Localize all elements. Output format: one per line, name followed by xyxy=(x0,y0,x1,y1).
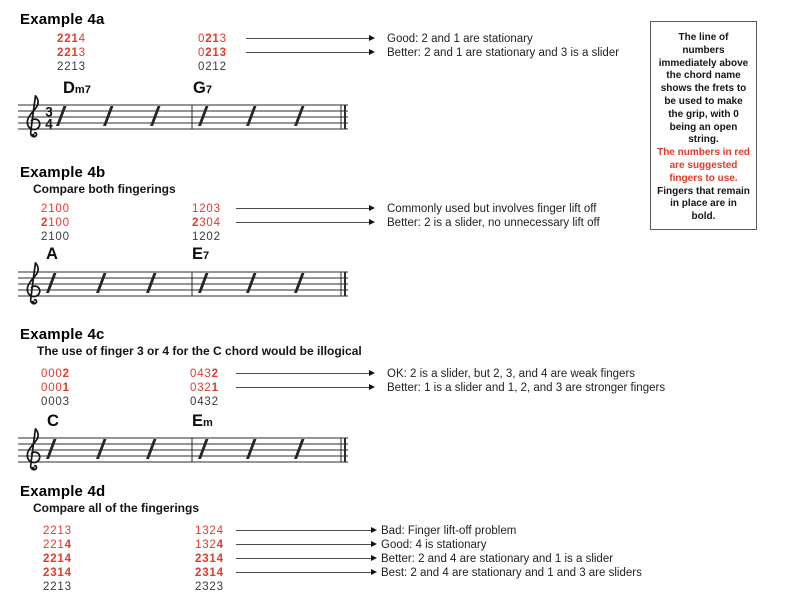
time-signature-bottom: 4 xyxy=(45,116,53,132)
note-text-bold-fingers: Fingers that remain in place are in bold. xyxy=(657,185,750,223)
chord-root: E xyxy=(192,412,204,430)
fret-numbers-chord2 xyxy=(198,61,227,73)
annotation-text: Best: 2 and 4 are stationary and 1 and 3 are sliders xyxy=(381,567,642,579)
digit: 1 xyxy=(195,539,203,551)
example-title: Example 4c xyxy=(20,326,105,343)
digit: 0 xyxy=(62,217,70,229)
digit: 1 xyxy=(192,203,200,215)
annotation-arrow xyxy=(236,544,371,545)
annotation-text: Better: 2 and 1 are stationary and 3 is a slider xyxy=(387,47,620,59)
digit: 1 xyxy=(57,539,65,551)
digit: 2 xyxy=(43,525,51,537)
fret-numbers-chord2 xyxy=(190,396,219,408)
treble-clef-icon xyxy=(27,96,39,137)
fingering-option-2-chord1 xyxy=(41,217,70,229)
digit: 0 xyxy=(55,382,63,394)
digit: 2 xyxy=(41,231,49,243)
digit: 2 xyxy=(211,396,219,408)
digit: 0 xyxy=(55,217,63,229)
digit: 3 xyxy=(78,47,86,59)
digit: 2 xyxy=(50,525,58,537)
sidebar-note-box xyxy=(650,21,757,230)
fret-numbers-chord2 xyxy=(195,581,224,593)
digit: 4 xyxy=(197,396,205,408)
arrow-head-icon xyxy=(369,205,375,211)
fingering-option-2-chord2 xyxy=(192,217,221,229)
digit: 1 xyxy=(62,382,70,394)
arrow-head-icon xyxy=(371,555,377,561)
example-title: Example 4b xyxy=(20,164,106,181)
fingering-option-2-chord2 xyxy=(190,382,219,394)
fingering-option-1-chord2 xyxy=(192,203,221,215)
fingering-option-4-chord2 xyxy=(195,567,224,579)
example-title: Example 4a xyxy=(20,11,105,28)
digit: 2 xyxy=(209,525,217,537)
chord-suffix: m xyxy=(203,417,213,429)
fingering-option-2-chord2 xyxy=(195,539,224,551)
digit: 3 xyxy=(202,553,210,565)
annotation-arrow xyxy=(236,373,369,374)
digit: 2 xyxy=(62,368,70,380)
annotation-arrow xyxy=(246,52,369,53)
digit: 1 xyxy=(48,231,56,243)
digit: 3 xyxy=(216,581,224,593)
digit: 3 xyxy=(197,382,205,394)
annotation-arrow xyxy=(236,530,371,531)
digit: 2 xyxy=(195,553,203,565)
digit: 2 xyxy=(64,33,72,45)
digit: 3 xyxy=(78,61,86,73)
annotation-text: Commonly used but involves finger lift off xyxy=(387,203,597,215)
digit: 4 xyxy=(197,368,205,380)
digit: 0 xyxy=(41,368,49,380)
fingering-option-2-chord1 xyxy=(41,382,70,394)
arrow-head-icon xyxy=(369,35,375,41)
chord-suffix: 7 xyxy=(203,250,210,262)
digit: 4 xyxy=(213,217,221,229)
digit: 2 xyxy=(50,581,58,593)
annotation-text: OK: 2 is a slider, but 2, 3, and 4 are weak fingers xyxy=(387,368,636,380)
digit: 3 xyxy=(202,539,210,551)
digit: 1 xyxy=(48,203,56,215)
digit: 0 xyxy=(190,382,198,394)
digit: 2 xyxy=(205,61,213,73)
digit: 2 xyxy=(43,567,51,579)
digit: 1 xyxy=(71,61,79,73)
digit: 0 xyxy=(206,231,214,243)
digit: 1 xyxy=(195,525,203,537)
annotation-text: Better: 2 and 4 are stationary and 1 is a slider xyxy=(381,553,614,565)
digit: 1 xyxy=(212,33,220,45)
digit: 1 xyxy=(57,525,65,537)
digit: 2 xyxy=(64,61,72,73)
annotation-text: Good: 4 is stationary xyxy=(381,539,487,551)
digit: 3 xyxy=(50,567,58,579)
digit: 0 xyxy=(198,47,206,59)
fingering-option-2-chord1 xyxy=(43,539,72,551)
digit: 3 xyxy=(202,581,210,593)
digit: 2 xyxy=(57,61,65,73)
digit: 1 xyxy=(212,61,220,73)
digit: 2 xyxy=(209,581,217,593)
digit: 2 xyxy=(199,231,207,243)
annotation-arrow xyxy=(236,208,369,209)
annotation-text: Bad: Finger lift-off problem xyxy=(381,525,517,537)
digit: 0 xyxy=(55,396,63,408)
digit: 2 xyxy=(43,553,51,565)
digit: 2 xyxy=(195,581,203,593)
chord-suffix: m7 xyxy=(74,84,91,96)
fingering-option-1-chord1 xyxy=(57,33,86,45)
digit: 1 xyxy=(71,47,79,59)
fingering-option-3-chord2 xyxy=(195,553,224,565)
fret-numbers-chord1 xyxy=(43,581,72,593)
digit: 1 xyxy=(209,567,217,579)
digit: 2 xyxy=(43,581,51,593)
note-text-red-fingers: The numbers in red are suggested fingers to use. xyxy=(657,147,750,184)
chord-root: C xyxy=(47,412,59,430)
digit: 4 xyxy=(216,553,224,565)
digit: 2 xyxy=(50,553,58,565)
digit: 1 xyxy=(192,231,200,243)
digit: 1 xyxy=(48,217,56,229)
digit: 0 xyxy=(55,231,63,243)
digit: 0 xyxy=(62,203,70,215)
time-signature-top: 3 xyxy=(45,104,53,120)
digit: 1 xyxy=(211,382,219,394)
chord-root: E xyxy=(192,245,204,263)
annotation-arrow xyxy=(236,572,371,573)
annotation-arrow xyxy=(236,387,369,388)
digit: 1 xyxy=(57,581,65,593)
digit: 4 xyxy=(216,525,224,537)
example-title: Example 4d xyxy=(20,483,106,500)
digit: 0 xyxy=(41,396,49,408)
digit: 3 xyxy=(64,525,72,537)
fret-numbers-chord2 xyxy=(192,231,221,243)
staff xyxy=(8,93,352,143)
fret-numbers-chord1 xyxy=(41,231,70,243)
fret-numbers-chord1 xyxy=(57,61,86,73)
digit: 0 xyxy=(206,203,214,215)
digit: 3 xyxy=(219,33,227,45)
digit: 3 xyxy=(204,368,212,380)
digit: 4 xyxy=(216,567,224,579)
annotation-text: Good: 2 and 1 are stationary xyxy=(387,33,533,45)
fingering-option-1-chord1 xyxy=(41,368,70,380)
fingering-option-1-chord1 xyxy=(43,525,72,537)
arrow-head-icon xyxy=(369,49,375,55)
digit: 0 xyxy=(198,61,206,73)
digit: 2 xyxy=(205,33,213,45)
annotation-arrow xyxy=(236,558,371,559)
note-text-frets: The line of numbers immediately above the chord name shows the frets to be used to make the grip, with 0 being an open string. xyxy=(658,32,749,146)
digit: 2 xyxy=(50,539,58,551)
digit: 3 xyxy=(199,217,207,229)
digit: 3 xyxy=(64,581,72,593)
chord-root: A xyxy=(46,245,58,263)
fingering-option-1-chord2 xyxy=(195,525,224,537)
example-subtitle: Compare both fingerings xyxy=(33,182,176,196)
annotation-arrow xyxy=(236,222,369,223)
digit: 2 xyxy=(192,217,200,229)
digit: 4 xyxy=(64,553,72,565)
annotation-arrow xyxy=(246,38,369,39)
digit: 0 xyxy=(55,203,63,215)
digit: 3 xyxy=(202,567,210,579)
fingering-option-2-chord2 xyxy=(198,47,227,59)
digit: 2 xyxy=(211,368,219,380)
digit: 1 xyxy=(209,553,217,565)
fingering-option-2-chord1 xyxy=(57,47,86,59)
arrow-head-icon xyxy=(371,541,377,547)
digit: 4 xyxy=(64,567,72,579)
digit: 3 xyxy=(204,396,212,408)
arrow-head-icon xyxy=(369,219,375,225)
digit: 0 xyxy=(48,396,56,408)
digit: 2 xyxy=(209,539,217,551)
digit: 1 xyxy=(57,567,65,579)
digit: 2 xyxy=(213,231,221,243)
treble-clef-icon xyxy=(27,263,39,304)
fingering-option-4-chord1 xyxy=(43,567,72,579)
digit: 0 xyxy=(198,33,206,45)
digit: 1 xyxy=(57,553,65,565)
fingering-option-3-chord1 xyxy=(43,553,72,565)
arrow-head-icon xyxy=(371,527,377,533)
digit: 0 xyxy=(190,368,198,380)
digit: 1 xyxy=(212,47,220,59)
digit: 4 xyxy=(78,33,86,45)
digit: 2 xyxy=(57,33,65,45)
digit: 3 xyxy=(202,525,210,537)
digit: 2 xyxy=(64,47,72,59)
staff xyxy=(8,260,352,310)
chord-root: G xyxy=(193,79,206,97)
digit: 2 xyxy=(219,61,227,73)
chord-root: D xyxy=(63,79,75,97)
arrow-head-icon xyxy=(369,384,375,390)
digit: 2 xyxy=(204,382,212,394)
fingering-option-1-chord1 xyxy=(41,203,70,215)
digit: 3 xyxy=(62,396,70,408)
digit: 3 xyxy=(219,47,227,59)
fingering-option-1-chord2 xyxy=(198,33,227,45)
digit: 0 xyxy=(206,217,214,229)
digit: 2 xyxy=(43,539,51,551)
digit: 1 xyxy=(71,33,79,45)
digit: 4 xyxy=(64,539,72,551)
digit: 0 xyxy=(190,396,198,408)
digit: 2 xyxy=(41,203,49,215)
example-subtitle: Compare all of the fingerings xyxy=(33,501,200,515)
chord-suffix: 7 xyxy=(205,84,212,96)
annotation-text: Better: 2 is a slider, no unnecessary lift off xyxy=(387,217,600,229)
staff xyxy=(8,426,352,476)
digit: 0 xyxy=(48,368,56,380)
digit: 0 xyxy=(48,382,56,394)
treble-clef-icon xyxy=(27,429,39,470)
fret-numbers-chord1 xyxy=(41,396,70,408)
digit: 2 xyxy=(57,47,65,59)
fingering-option-1-chord2 xyxy=(190,368,219,380)
annotation-text: Better: 1 is a slider and 1, 2, and 3 are stronger fingers xyxy=(387,382,666,394)
example-subtitle: The use of finger 3 or 4 for the C chord would be illogical xyxy=(37,344,362,358)
digit: 0 xyxy=(41,382,49,394)
digit: 2 xyxy=(199,203,207,215)
arrow-head-icon xyxy=(371,569,377,575)
digit: 4 xyxy=(216,539,224,551)
digit: 0 xyxy=(55,368,63,380)
digit: 0 xyxy=(62,231,70,243)
arrow-head-icon xyxy=(369,370,375,376)
digit: 2 xyxy=(195,567,203,579)
digit: 2 xyxy=(205,47,213,59)
digit: 2 xyxy=(41,217,49,229)
digit: 3 xyxy=(213,203,221,215)
